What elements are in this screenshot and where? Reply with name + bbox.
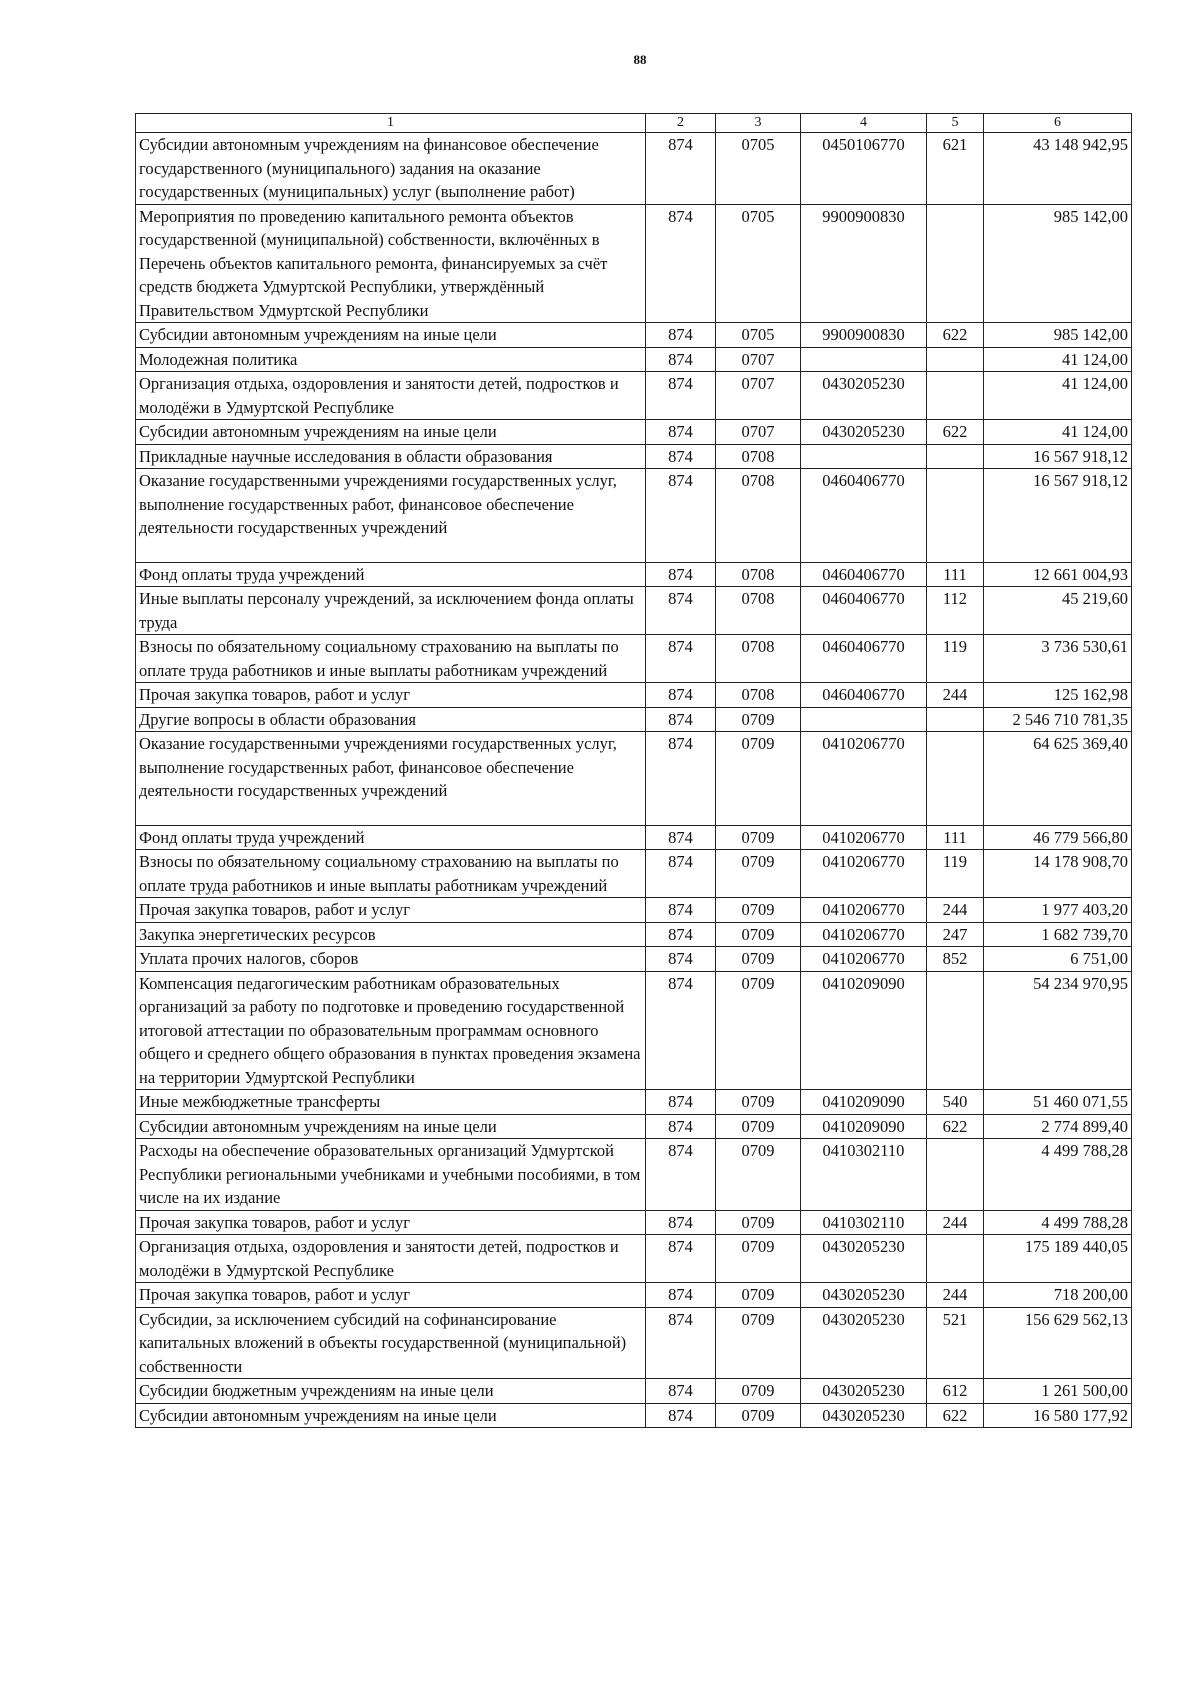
admin-code-cell: 874 [646, 683, 716, 708]
amount-cell: 45 219,60 [984, 587, 1132, 635]
expense-type-cell [927, 971, 984, 1090]
expense-name-cell: Субсидии автономным учреждениям на иные цели [136, 420, 646, 445]
expense-name-cell: Иные межбюджетные трансферты [136, 1090, 646, 1115]
table-body [136, 133, 1132, 1428]
expense-type-cell: 247 [927, 922, 984, 947]
expense-name-cell: Иные выплаты персоналу учреждений, за исключением фонда оплаты труда [136, 587, 646, 635]
target-article-cell: 0460406770 [801, 683, 927, 708]
section-code-cell: 0707 [716, 347, 801, 372]
amount-cell: 125 162,98 [984, 683, 1132, 708]
target-article-cell: 0410206770 [801, 947, 927, 972]
expense-type-cell: 622 [927, 1403, 984, 1428]
target-article-cell: 0430205230 [801, 420, 927, 445]
admin-code-cell: 874 [646, 1114, 716, 1139]
amount-cell: 156 629 562,13 [984, 1307, 1132, 1379]
expense-type-cell [927, 1139, 984, 1211]
amount-cell: 41 124,00 [984, 347, 1132, 372]
target-article-cell: 0460406770 [801, 635, 927, 683]
admin-code-cell: 874 [646, 1090, 716, 1115]
expense-type-cell: 621 [927, 133, 984, 205]
amount-cell: 175 189 440,05 [984, 1235, 1132, 1283]
expense-name-cell: Субсидии, за исключением субсидий на софинансирование капитальных вложений в объекты государственной (муниципальной) собственности [136, 1307, 646, 1379]
section-code-cell: 0709 [716, 850, 801, 898]
target-article-cell: 0430205230 [801, 1403, 927, 1428]
table-row [136, 1210, 1132, 1235]
expense-type-cell [927, 347, 984, 372]
section-code-cell: 0707 [716, 420, 801, 445]
table-row [136, 1379, 1132, 1404]
target-article-cell: 0410206770 [801, 850, 927, 898]
expense-name-cell: Субсидии автономным учреждениям на финансовое обеспечение государственного (муниципального) задания на оказание государственных (муниципальных) услуг (выполнение работ) [136, 133, 646, 205]
admin-code-cell: 874 [646, 947, 716, 972]
table-row [136, 635, 1132, 683]
expense-type-cell [927, 1235, 984, 1283]
amount-cell: 14 178 908,70 [984, 850, 1132, 898]
expense-name-cell: Фонд оплаты труда учреждений [136, 825, 646, 850]
admin-code-cell: 874 [646, 1283, 716, 1308]
section-code-cell: 0709 [716, 825, 801, 850]
expense-name-cell: Прикладные научные исследования в области образования [136, 444, 646, 469]
amount-cell: 64 625 369,40 [984, 732, 1132, 826]
expense-name-cell: Оказание государственными учреждениями государственных услуг, выполнение государственных работ, финансовое обеспечение деятельности государственных учреждений [136, 732, 646, 826]
admin-code-cell: 874 [646, 707, 716, 732]
target-article-cell: 0410209090 [801, 971, 927, 1090]
section-code-cell: 0709 [716, 971, 801, 1090]
table-row [136, 444, 1132, 469]
amount-cell: 2 774 899,40 [984, 1114, 1132, 1139]
amount-cell: 6 751,00 [984, 947, 1132, 972]
section-code-cell: 0708 [716, 469, 801, 563]
admin-code-cell: 874 [646, 1307, 716, 1379]
section-code-cell: 0709 [716, 1307, 801, 1379]
expense-name-cell: Организация отдыха, оздоровления и занятости детей, подростков и молодёжи в Удмуртской Республике [136, 372, 646, 420]
target-article-cell: 0410209090 [801, 1090, 927, 1115]
target-article-cell: 0410302110 [801, 1210, 927, 1235]
target-article-cell [801, 707, 927, 732]
amount-cell: 46 779 566,80 [984, 825, 1132, 850]
section-code-cell: 0709 [716, 1283, 801, 1308]
amount-cell: 41 124,00 [984, 372, 1132, 420]
expense-name-cell: Молодежная политика [136, 347, 646, 372]
section-code-cell: 0709 [716, 707, 801, 732]
section-code-cell: 0709 [716, 1235, 801, 1283]
expense-type-cell: 244 [927, 1283, 984, 1308]
header-col-5: 5 [927, 114, 984, 133]
admin-code-cell: 874 [646, 825, 716, 850]
table-row [136, 1283, 1132, 1308]
target-article-cell: 0460406770 [801, 562, 927, 587]
admin-code-cell: 874 [646, 469, 716, 563]
expense-type-cell: 540 [927, 1090, 984, 1115]
expense-name-cell: Взносы по обязательному социальному страхованию на выплаты по оплате труда работников и иные выплаты работникам учреждений [136, 850, 646, 898]
section-code-cell: 0709 [716, 1139, 801, 1211]
admin-code-cell: 874 [646, 323, 716, 348]
table-row [136, 133, 1132, 205]
table-row [136, 562, 1132, 587]
target-article-cell: 0460406770 [801, 469, 927, 563]
admin-code-cell: 874 [646, 922, 716, 947]
table-row [136, 372, 1132, 420]
expense-type-cell: 852 [927, 947, 984, 972]
table-row [136, 1307, 1132, 1379]
amount-cell: 985 142,00 [984, 204, 1132, 323]
table-row [136, 922, 1132, 947]
expense-type-cell: 119 [927, 635, 984, 683]
table-row [136, 1090, 1132, 1115]
target-article-cell: 0430205230 [801, 372, 927, 420]
amount-cell: 1 261 500,00 [984, 1379, 1132, 1404]
header-col-6: 6 [984, 114, 1132, 133]
target-article-cell: 0430205230 [801, 1235, 927, 1283]
section-code-cell: 0709 [716, 1114, 801, 1139]
target-article-cell: 0410206770 [801, 825, 927, 850]
admin-code-cell: 874 [646, 372, 716, 420]
expense-name-cell: Организация отдыха, оздоровления и занятости детей, подростков и молодёжи в Удмуртской Республике [136, 1235, 646, 1283]
table-row [136, 347, 1132, 372]
table-row [136, 898, 1132, 923]
expense-type-cell: 111 [927, 562, 984, 587]
amount-cell: 16 567 918,12 [984, 469, 1132, 563]
section-code-cell: 0709 [716, 898, 801, 923]
admin-code-cell: 874 [646, 420, 716, 445]
admin-code-cell: 874 [646, 1379, 716, 1404]
expense-type-cell: 622 [927, 323, 984, 348]
expense-name-cell: Расходы на обеспечение образовательных организаций Удмуртской Республики региональными учебниками и учебными пособиями, в том числе на их издание [136, 1139, 646, 1211]
expense-name-cell: Субсидии автономным учреждениям на иные цели [136, 323, 646, 348]
table-row [136, 469, 1132, 563]
section-code-cell: 0708 [716, 562, 801, 587]
table-row [136, 825, 1132, 850]
header-col-3: 3 [716, 114, 801, 133]
section-code-cell: 0709 [716, 1403, 801, 1428]
amount-cell: 16 567 918,12 [984, 444, 1132, 469]
section-code-cell: 0708 [716, 587, 801, 635]
target-article-cell: 9900900830 [801, 323, 927, 348]
expense-type-cell: 521 [927, 1307, 984, 1379]
section-code-cell: 0709 [716, 1090, 801, 1115]
expense-type-cell: 622 [927, 1114, 984, 1139]
expense-name-cell: Прочая закупка товаров, работ и услуг [136, 683, 646, 708]
admin-code-cell: 874 [646, 204, 716, 323]
amount-cell: 1 682 739,70 [984, 922, 1132, 947]
amount-cell: 2 546 710 781,35 [984, 707, 1132, 732]
table-row [136, 850, 1132, 898]
admin-code-cell: 874 [646, 444, 716, 469]
expense-name-cell: Взносы по обязательному социальному страхованию на выплаты по оплате труда работников и иные выплаты работникам учреждений [136, 635, 646, 683]
expense-type-cell: 111 [927, 825, 984, 850]
section-code-cell: 0709 [716, 1379, 801, 1404]
section-code-cell: 0705 [716, 133, 801, 205]
admin-code-cell: 874 [646, 1235, 716, 1283]
section-code-cell: 0707 [716, 372, 801, 420]
admin-code-cell: 874 [646, 635, 716, 683]
expense-type-cell [927, 444, 984, 469]
admin-code-cell: 874 [646, 1403, 716, 1428]
section-code-cell: 0708 [716, 444, 801, 469]
expense-type-cell: 244 [927, 898, 984, 923]
target-article-cell: 9900900830 [801, 204, 927, 323]
expense-type-cell [927, 204, 984, 323]
section-code-cell: 0709 [716, 1210, 801, 1235]
target-article-cell [801, 347, 927, 372]
target-article-cell: 0410206770 [801, 898, 927, 923]
expense-name-cell: Субсидии автономным учреждениям на иные цели [136, 1114, 646, 1139]
table-row [136, 204, 1132, 323]
target-article-cell: 0410209090 [801, 1114, 927, 1139]
expense-name-cell: Субсидии автономным учреждениям на иные цели [136, 1403, 646, 1428]
amount-cell: 4 499 788,28 [984, 1139, 1132, 1211]
amount-cell: 51 460 071,55 [984, 1090, 1132, 1115]
section-code-cell: 0708 [716, 635, 801, 683]
target-article-cell: 0460406770 [801, 587, 927, 635]
target-article-cell [801, 444, 927, 469]
admin-code-cell: 874 [646, 898, 716, 923]
section-code-cell: 0705 [716, 204, 801, 323]
admin-code-cell: 874 [646, 347, 716, 372]
table-row [136, 587, 1132, 635]
expense-type-cell [927, 469, 984, 563]
table-row [136, 1403, 1132, 1428]
admin-code-cell: 874 [646, 850, 716, 898]
table-row [136, 732, 1132, 826]
expense-type-cell [927, 732, 984, 826]
admin-code-cell: 874 [646, 971, 716, 1090]
target-article-cell: 0410206770 [801, 922, 927, 947]
table-row [136, 683, 1132, 708]
expense-name-cell: Прочая закупка товаров, работ и услуг [136, 898, 646, 923]
table-row [136, 947, 1132, 972]
page-number: 88 [633, 52, 647, 67]
expense-type-cell: 244 [927, 683, 984, 708]
target-article-cell: 0410302110 [801, 1139, 927, 1211]
expense-name-cell: Оказание государственными учреждениями государственных услуг, выполнение государственных работ, финансовое обеспечение деятельности государственных учреждений [136, 469, 646, 563]
expense-type-cell [927, 707, 984, 732]
table-row [136, 707, 1132, 732]
expense-name-cell: Закупка энергетических ресурсов [136, 922, 646, 947]
table-header [136, 114, 1132, 133]
target-article-cell: 0430205230 [801, 1307, 927, 1379]
table-row [136, 971, 1132, 1090]
expense-name-cell: Компенсация педагогическим работникам образовательных организаций за работу по подготовке и проведению государственной итоговой аттестации по образовательным программам основного общего и среднего общего образования в пунктах проведения экзамена на территории Удмуртской Республики [136, 971, 646, 1090]
amount-cell: 985 142,00 [984, 323, 1132, 348]
admin-code-cell: 874 [646, 587, 716, 635]
expense-type-cell [927, 372, 984, 420]
section-code-cell: 0705 [716, 323, 801, 348]
expense-name-cell: Прочая закупка товаров, работ и услуг [136, 1210, 646, 1235]
section-code-cell: 0709 [716, 732, 801, 826]
expense-name-cell: Другие вопросы в области образования [136, 707, 646, 732]
expense-name-cell: Прочая закупка товаров, работ и услуг [136, 1283, 646, 1308]
section-code-cell: 0709 [716, 947, 801, 972]
table-row [136, 420, 1132, 445]
amount-cell: 1 977 403,20 [984, 898, 1132, 923]
table-row [136, 1114, 1132, 1139]
admin-code-cell: 874 [646, 1139, 716, 1211]
amount-cell: 12 661 004,93 [984, 562, 1132, 587]
table-row [136, 1139, 1132, 1211]
admin-code-cell: 874 [646, 562, 716, 587]
target-article-cell: 0430205230 [801, 1283, 927, 1308]
amount-cell: 4 499 788,28 [984, 1210, 1132, 1235]
expense-type-cell: 612 [927, 1379, 984, 1404]
expense-type-cell: 244 [927, 1210, 984, 1235]
admin-code-cell: 874 [646, 732, 716, 826]
amount-cell: 3 736 530,61 [984, 635, 1132, 683]
expense-type-cell: 112 [927, 587, 984, 635]
amount-cell: 43 148 942,95 [984, 133, 1132, 205]
header-col-4: 4 [801, 114, 927, 133]
amount-cell: 54 234 970,95 [984, 971, 1132, 1090]
section-code-cell: 0709 [716, 922, 801, 947]
header-row [136, 114, 1132, 133]
amount-cell: 41 124,00 [984, 420, 1132, 445]
section-code-cell: 0708 [716, 683, 801, 708]
expense-name-cell: Мероприятия по проведению капитального ремонта объектов государственной (муниципальной) собственности, включённых в Перечень объектов капитального ремонта, финансируемых за счёт средств бюджета Удмуртской Республики, утверждённый Правительством Удмуртской Республики [136, 204, 646, 323]
target-article-cell: 0450106770 [801, 133, 927, 205]
table-row [136, 1235, 1132, 1283]
expense-name-cell: Фонд оплаты труда учреждений [136, 562, 646, 587]
admin-code-cell: 874 [646, 133, 716, 205]
amount-cell: 16 580 177,92 [984, 1403, 1132, 1428]
expense-type-cell: 119 [927, 850, 984, 898]
expense-type-cell: 622 [927, 420, 984, 445]
budget-table [135, 113, 1132, 1428]
expense-name-cell: Субсидии бюджетным учреждениям на иные цели [136, 1379, 646, 1404]
admin-code-cell: 874 [646, 1210, 716, 1235]
header-col-1: 1 [136, 114, 646, 133]
amount-cell: 718 200,00 [984, 1283, 1132, 1308]
target-article-cell: 0410206770 [801, 732, 927, 826]
header-col-2: 2 [646, 114, 716, 133]
target-article-cell: 0430205230 [801, 1379, 927, 1404]
expense-name-cell: Уплата прочих налогов, сборов [136, 947, 646, 972]
table-row [136, 323, 1132, 348]
